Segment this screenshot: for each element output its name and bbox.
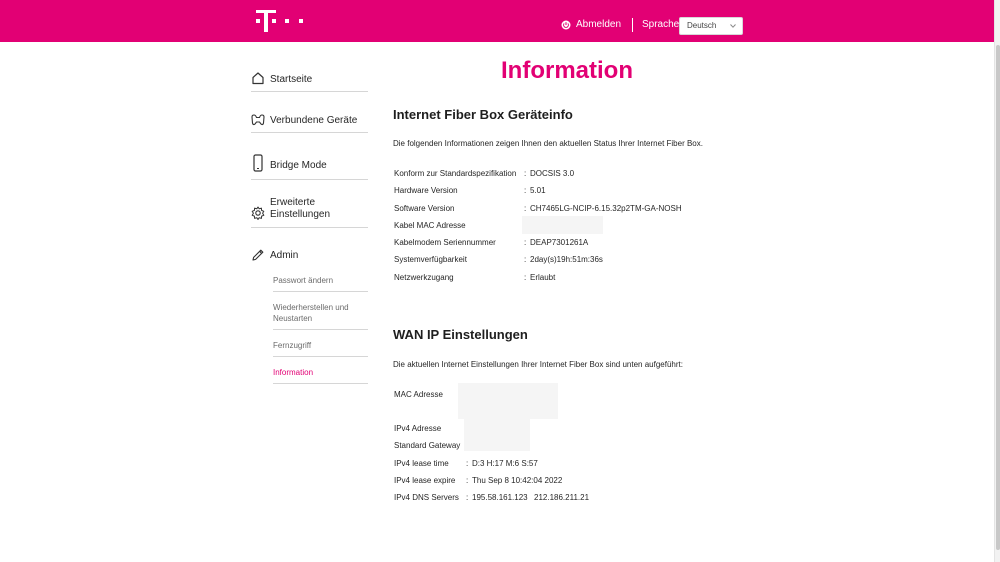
info-value-software-version: CH7465LG-NCIP-6.15.32p2TM-GA-NOSH	[530, 204, 682, 213]
wan-colon: :	[466, 493, 469, 502]
info-label-hardware-version: Hardware Version	[394, 186, 458, 195]
top-header	[0, 0, 994, 42]
chevron-down-icon	[729, 23, 737, 29]
wan-label-lease-time: IPv4 lease time	[394, 459, 449, 468]
wan-value-dns-primary: 195.58.161.123	[472, 493, 528, 502]
wan-label-lease-expire: IPv4 lease expire	[394, 476, 456, 485]
wan-colon: :	[466, 476, 469, 485]
sidebar-item-label: Admin	[270, 250, 299, 261]
wan-value-lease-time: D:3 H:17 M:6 S:57	[472, 459, 538, 468]
sidebar-subitem-label: Passwort ändern	[273, 276, 334, 285]
sidebar-item-label-line1: Erweiterte	[270, 197, 316, 208]
info-label-software-version: Software Version	[394, 204, 455, 213]
language-label: Sprache	[642, 19, 680, 30]
header-divider	[632, 18, 633, 32]
sidebar-item-label-line2: Einstellungen	[270, 209, 331, 220]
sidebar-subitem-label: Information	[273, 368, 314, 377]
info-label-kabel-mac: Kabel MAC Adresse	[394, 221, 466, 230]
redacted-ip-gateway-value	[464, 419, 530, 451]
devices-icon	[251, 113, 265, 127]
sidebar-item-admin[interactable]	[251, 246, 368, 269]
sidebar-subitem-label-line2: Neustarten	[273, 314, 313, 323]
logout-button[interactable]	[561, 19, 621, 30]
wan-value-dns-secondary: 212.186.211.21	[534, 493, 590, 502]
info-value-systemverfuegbarkeit: 2day(s)19h:51m:36s	[530, 255, 603, 264]
sidebar-item-startseite[interactable]	[251, 68, 368, 92]
wan-info-title: WAN IP Einstellungen	[393, 327, 528, 342]
page-scrollbar[interactable]	[994, 0, 1000, 562]
sidebar-subitem-label: Fernzugriff	[273, 341, 312, 350]
info-label-seriennummer: Kabelmodem Seriennummer	[394, 238, 496, 247]
info-colon: :	[524, 255, 527, 264]
info-label-netzwerkzugang: Netzwerkzugang	[394, 273, 454, 282]
sidebar-item-erweiterte-einstellungen[interactable]	[251, 195, 368, 228]
sidebar-item-label: Startseite	[270, 74, 313, 85]
sidebar-subitem-information[interactable]	[273, 361, 368, 384]
redacted-kabel-mac-value	[522, 216, 603, 234]
logout-label: Abmelden	[576, 19, 622, 30]
info-value-netzwerkzugang: Erlaubt	[530, 273, 556, 282]
gear-icon	[251, 206, 265, 220]
wan-value-lease-expire: Thu Sep 8 10:42:04 2022	[472, 476, 563, 485]
sidebar-subitem-label-line1: Wiederherstellen und	[273, 303, 349, 312]
device-info-intro: Die folgenden Informationen zeigen Ihnen den aktuellen Status Ihrer Internet Fiber Box.	[393, 139, 703, 148]
info-value-standard: DOCSIS 3.0	[530, 169, 575, 178]
sidebar-item-verbundene-geraete[interactable]	[251, 108, 368, 133]
power-icon	[561, 20, 571, 30]
sidebar-subitem-wiederherstellen-neustarten[interactable]	[273, 296, 368, 330]
phone-icon	[251, 154, 265, 172]
wan-label-mac-adresse: MAC Adresse	[394, 390, 443, 399]
info-value-hardware-version: 5.01	[530, 186, 546, 195]
home-icon	[251, 71, 265, 85]
info-value-seriennummer: DEAP7301261A	[530, 238, 589, 247]
device-info-title: Internet Fiber Box Geräteinfo	[393, 107, 573, 122]
sidebar-item-bridge-mode[interactable]	[251, 151, 368, 180]
info-colon: :	[524, 273, 527, 282]
info-colon: :	[524, 238, 527, 247]
language-select[interactable]	[679, 17, 743, 35]
redacted-mac-value	[458, 383, 558, 419]
wan-label-ipv4-adresse: IPv4 Adresse	[394, 424, 442, 433]
info-label-systemverfuegbarkeit: Systemverfügbarkeit	[394, 255, 467, 264]
language-selected-value: Deutsch	[687, 21, 717, 30]
wan-label-standard-gateway: Standard Gateway	[394, 441, 461, 450]
info-colon: :	[524, 186, 527, 195]
info-colon: :	[524, 204, 527, 213]
pencil-icon	[251, 248, 265, 262]
scrollbar-thumb[interactable]	[996, 45, 1000, 550]
sidebar-subitem-fernzugriff[interactable]	[273, 334, 368, 357]
wan-colon: :	[466, 459, 469, 468]
info-colon: :	[524, 169, 527, 178]
wan-label-dns-servers: IPv4 DNS Servers	[394, 493, 459, 502]
info-label-standard: Konform zur Standardspezifikation	[394, 169, 517, 178]
wan-info-intro: Die aktuellen Internet Einstellungen Ihrer Internet Fiber Box sind unten aufgeführt:	[393, 360, 683, 369]
page-title: Information	[501, 57, 633, 84]
sidebar-subitem-passwort-aendern[interactable]	[273, 269, 368, 292]
sidebar-item-label: Verbundene Geräte	[270, 115, 358, 126]
sidebar-item-label: Bridge Mode	[270, 160, 327, 171]
telekom-logo-icon[interactable]	[256, 9, 308, 33]
